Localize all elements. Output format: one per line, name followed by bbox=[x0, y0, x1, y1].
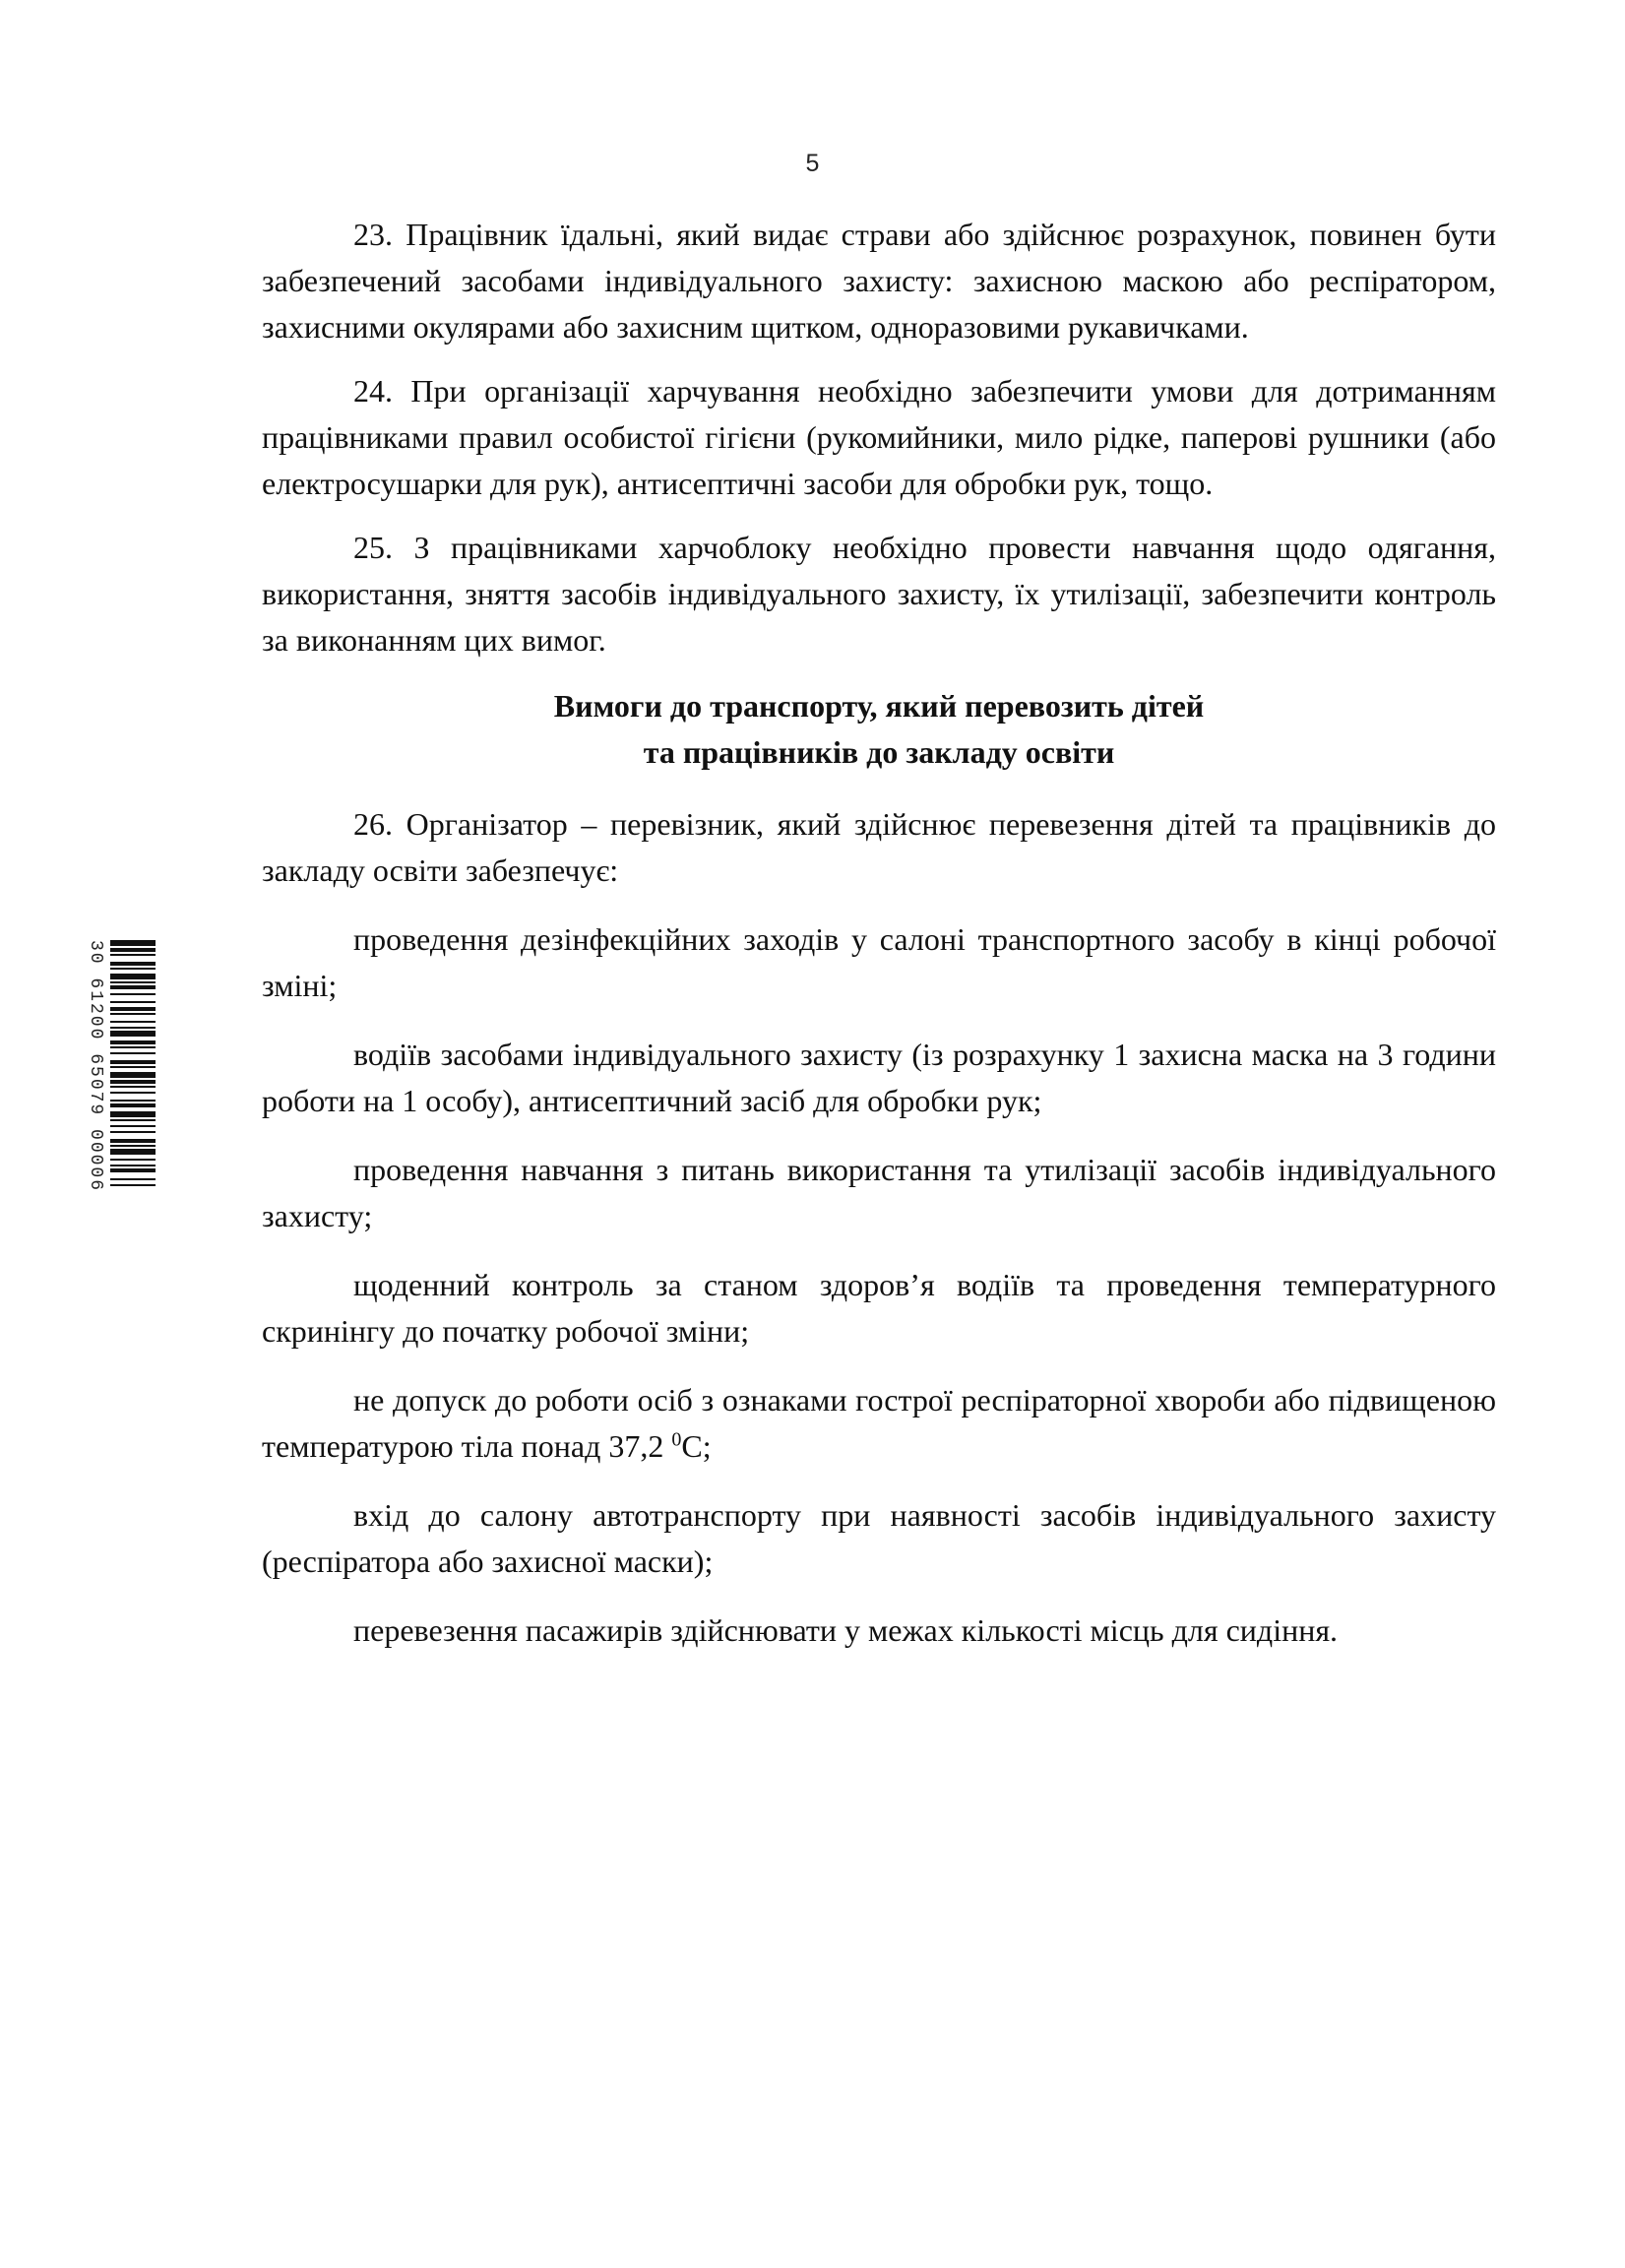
barcode-bar bbox=[110, 1111, 156, 1117]
barcode-bar bbox=[110, 1168, 156, 1172]
barcode-bar bbox=[110, 1031, 156, 1037]
barcode-bar bbox=[110, 1125, 156, 1127]
paragraph-26: 26. Організатор – перевізник, який здійснює перевезення дітей та працівників до закладу освіти забезпечує: bbox=[262, 806, 1496, 888]
paragraph-25: 25. З працівниками харчоблоку необхідно провести навчання щодо одягання, використання, зняття засобів індивідуального захисту, їх утилізації, забезпечити контроль за виконанням цих вимог. bbox=[262, 530, 1496, 658]
list-item-seating: перевезення пасажирів здійснювати у межах кількості місць для сидіння. bbox=[353, 1612, 1339, 1648]
barcode-bar bbox=[110, 1046, 156, 1048]
barcode-bar bbox=[110, 1149, 156, 1155]
barcode-bar bbox=[110, 1092, 156, 1094]
paragraph-23: 23. Працівник їдальні, який видає страви або здійснює розрахунок, повинен бути забезпечений засобами індивідуального захисту: захисною маскою або респіратором, захисними окулярами або захисним щитком, одноразовими рукавичками. bbox=[262, 217, 1496, 345]
barcode-bar bbox=[110, 993, 156, 995]
barcode-bar bbox=[110, 1060, 156, 1064]
page-number: 5 bbox=[805, 150, 820, 177]
paragraph-24: 24. При організації харчування необхідно забезпечити умови для дотриманням працівниками правил особистої гігієни (рукомийники, мило рідке, паперові рушники (або електросушарки для рук), антисептичні засоби для обробки рук, тощо. bbox=[262, 373, 1496, 501]
barcode-bar bbox=[110, 1027, 156, 1029]
barcode-bar bbox=[110, 1040, 156, 1044]
barcode-bar bbox=[110, 1139, 156, 1143]
list-item-disinfection: проведення дезінфекційних заходів у салоні транспортного засобу в кінці робочої зміні; bbox=[262, 921, 1496, 1003]
barcode-bar bbox=[110, 1159, 156, 1161]
barcode-bar bbox=[110, 1184, 156, 1186]
temperature-unit: С; bbox=[681, 1428, 712, 1464]
barcode-bar bbox=[110, 1145, 156, 1147]
barcode-bar bbox=[110, 974, 156, 979]
barcode-number: 30 61200 65079 00006 bbox=[86, 940, 105, 1193]
barcode-bar bbox=[110, 1021, 156, 1023]
list-item-health-control: щоденний контроль за станом здоров’я водіїв та проведення температурного скринінгу до початку робочої зміни; bbox=[262, 1267, 1496, 1349]
barcode-bar bbox=[110, 948, 156, 952]
barcode-bar bbox=[110, 954, 156, 956]
list-item-entry: вхід до салону автотранспорту при наявності засобів індивідуального захисту (респіратора або захисної маски); bbox=[262, 1497, 1496, 1579]
barcode-bar bbox=[110, 1001, 156, 1003]
barcode-image bbox=[110, 940, 156, 1255]
barcode-bar bbox=[110, 1052, 156, 1054]
barcode-bar bbox=[110, 1013, 156, 1015]
degree-superscript: 0 bbox=[671, 1428, 682, 1451]
barcode-bar bbox=[110, 1103, 156, 1107]
barcode-bar bbox=[110, 968, 156, 970]
barcode-bar bbox=[110, 962, 156, 966]
barcode-bar bbox=[110, 1165, 156, 1166]
barcode-bar bbox=[110, 981, 156, 983]
barcode-bar bbox=[110, 1072, 156, 1078]
barcode-bar bbox=[110, 1119, 156, 1121]
section-heading-line-2: та працівників до закладу освіти bbox=[643, 734, 1115, 770]
list-item-ppe-drivers: водіїв засобами індивідуального захисту (із розрахунку 1 захисна маска на 3 години роботи на 1 особу), антисептичний засіб для обробки рук; bbox=[262, 1037, 1496, 1118]
barcode-bar bbox=[110, 1007, 156, 1011]
barcode-bar bbox=[110, 1066, 156, 1068]
barcode-bar bbox=[110, 1178, 156, 1180]
barcode-bar bbox=[110, 1100, 156, 1102]
section-heading-line-1: Вимоги до транспорту, який перевозить дітей bbox=[553, 688, 1205, 724]
barcode-bar bbox=[110, 1131, 156, 1133]
barcode-bar bbox=[110, 1086, 156, 1088]
list-item-training: проведення навчання з питань використання та утилізації засобів індивідуального захисту; bbox=[262, 1152, 1496, 1233]
document-body bbox=[262, 212, 1496, 1676]
list-item-temperature bbox=[262, 1377, 1496, 1470]
barcode-bar bbox=[110, 985, 156, 989]
temperature-text: не допуск до роботи осіб з ознаками гострої респіраторної хвороби або підвищеною температурою тіла понад 37,2 bbox=[262, 1382, 1496, 1464]
section-heading bbox=[262, 683, 1496, 776]
barcode-bar bbox=[110, 1080, 156, 1084]
barcode-bar bbox=[110, 940, 156, 946]
